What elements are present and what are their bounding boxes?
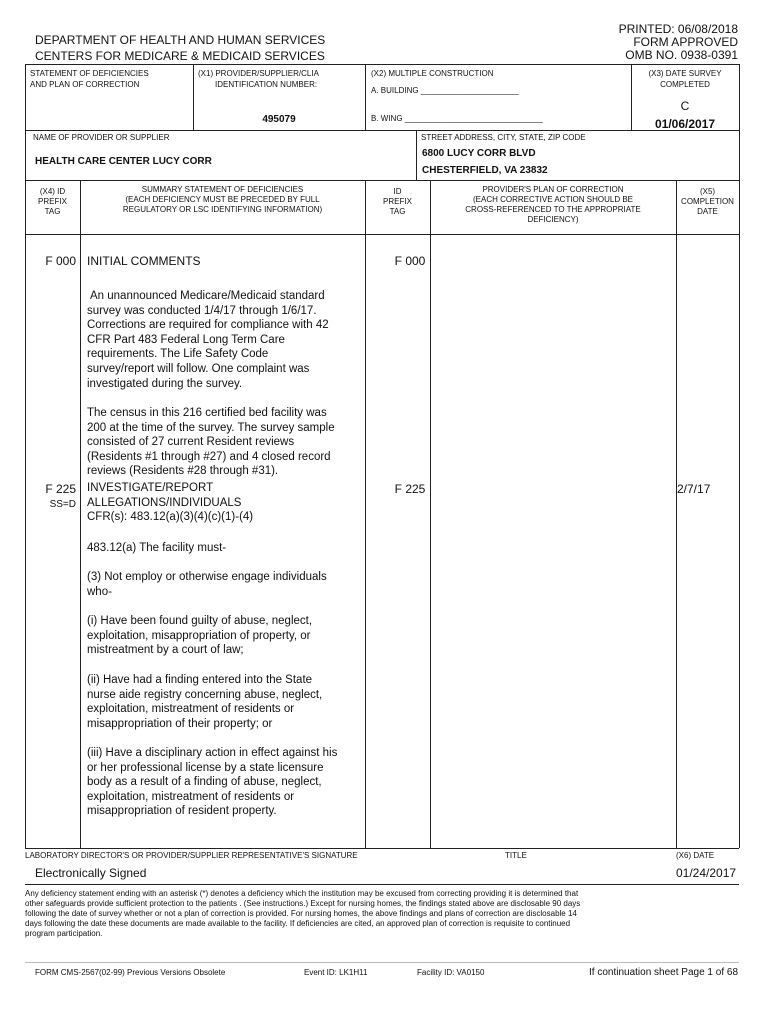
page-indicator: If continuation sheet Page 1 of 68 — [589, 967, 738, 978]
signature-date: 01/24/2017 — [676, 866, 737, 880]
initial-comments-heading: INITIAL COMMENTS — [87, 254, 201, 268]
summary-header: SUMMARY STATEMENT OF DEFICIENCIES (EACH DEFICIENCY MUST BE PRECEDED BY FULL REGULATORY OR LSC IDENTIFYING INFORMATION) — [122, 185, 323, 214]
wing-field: B. WING _______________________________ — [371, 114, 543, 123]
item-3: (3) Not employ or otherwise engage individuals who- — [87, 571, 327, 598]
x3-label-2: COMPLETED — [660, 80, 710, 89]
completion-date: 2/7/17 — [677, 482, 711, 496]
date-label: (X6) DATE — [676, 851, 715, 860]
department-title: DEPARTMENT OF HEALTH AND HUMAN SERVICES — [35, 33, 326, 47]
x1-label-2: IDENTIFICATION NUMBER: — [215, 80, 318, 89]
id-f225: F 225 — [394, 482, 426, 496]
facility-must: 483.12(a) The facility must- — [87, 542, 227, 554]
statement-label-1: STATEMENT OF DEFICIENCIES — [30, 69, 149, 78]
id-prefix-header: ID PREFIX TAG — [383, 187, 412, 216]
survey-paragraph: An unannounced Medicare/Medicaid standard survey was conducted 1/4/17 through 1/6/17. Corrections are required for compliance with 42 CFR Part 483 Federal Long Term Care requirements. The Life Safety Code survey/report will follow. One complaint was investigated during the survey. — [87, 290, 329, 390]
x2-label: (X2) MULTIPLE CONSTRUCTION — [371, 69, 494, 78]
disclaimer: Any deficiency statement ending with an asterisk (*) denotes a deficiency which the institution may be excused from correcting providing it is determined that other safeguards provide sufficient protection to the patients . (See instructions.) Except for nursing homes, the findings stated above are disclosable 90 days following the date of survey whether or not a plan of correction is provided. For nursing homes, the above findings and plans of correction are disclosable 14 days following the date these documents are made available to the facility. If deficiencies are cited, an approved plan of correction is requisite to continued program participation. — [25, 889, 581, 938]
survey-completed-date: 01/06/2017 — [654, 117, 716, 131]
signature-label: LABORATORY DIRECTOR'S OR PROVIDER/SUPPLIER REPRESENTATIVE'S SIGNATURE — [25, 851, 358, 860]
address-line-2: CHESTERFIELD, VA 23832 — [422, 165, 548, 176]
provider-name-label: NAME OF PROVIDER OR SUPPLIER — [33, 133, 170, 142]
signature-value: Electronically Signed — [35, 866, 147, 880]
item-ii: (ii) Have had a finding entered into the State nurse aide registry concerning abuse, neglect, exploitation, mistreatment of residents or misappropriation of their property; or — [87, 674, 323, 730]
survey-code: C — [680, 99, 690, 113]
tag-f000: F 000 — [45, 254, 76, 268]
scope-severity: SS=D — [49, 499, 76, 510]
printed-date: PRINTED: 06/08/2018 — [618, 22, 738, 36]
x3-label: (X3) DATE SURVEY — [648, 69, 722, 78]
census-paragraph: The census in this 216 certified bed facility was 200 at the time of the survey. The survey sample consisted of 27 current Resident reviews (Residents #1 through #27) and 4 closed record reviews (Residents #28 through #31). — [87, 407, 335, 478]
address-label: STREET ADDRESS, CITY, STATE, ZIP CODE — [421, 133, 586, 142]
provider-id-number: 495079 — [262, 114, 296, 125]
title-label: TITLE — [505, 851, 527, 860]
facility-id: Facility ID: VA0150 — [417, 968, 485, 977]
form-number: FORM CMS-2567(02-99) Previous Versions Obsolete — [35, 968, 226, 977]
building-field: A. BUILDING ______________________ — [371, 86, 519, 95]
omb-number: OMB NO. 0938-0391 — [625, 48, 738, 62]
f225-title: INVESTIGATE/REPORT ALLEGATIONS/INDIVIDUALS CFR(s): 483.12(a)(3)(4)(c)(1)-(4) — [87, 482, 254, 524]
address-line-1: 6800 LUCY CORR BLVD — [422, 148, 536, 159]
form-approved: FORM APPROVED — [633, 35, 738, 49]
plan-header: PROVIDER'S PLAN OF CORRECTION (EACH CORRECTIVE ACTION SHOULD BE CROSS-REFERENCED TO THE APPROPRIATE DEFICIENCY) — [465, 185, 641, 224]
tag-f225: F 225 — [45, 482, 76, 496]
x4-header: (X4) ID PREFIX TAG — [38, 187, 67, 216]
item-i: (i) Have been found guilty of abuse, neglect, exploitation, misappropriation of property, or mistreatment by a court of law; — [87, 615, 313, 657]
provider-name: HEALTH CARE CENTER LUCY CORR — [35, 156, 212, 167]
item-iii: (iii) Have a disciplinary action in effect against his or her professional license by a state licensure body as a result of a finding of abuse, neglect, exploitation, mistreatment of residents or misappropriation of resident property. — [87, 747, 338, 818]
statement-label-2: AND PLAN OF CORRECTION — [30, 80, 140, 89]
event-id: Event ID: LK1H11 — [304, 968, 368, 977]
centers-title: CENTERS FOR MEDICARE & MEDICAID SERVICES — [35, 49, 325, 63]
x5-header: (X5) COMPLETION DATE — [681, 187, 734, 216]
x1-label: (X1) PROVIDER/SUPPLIER/CLIA — [198, 69, 319, 78]
id-f000: F 000 — [394, 254, 426, 268]
